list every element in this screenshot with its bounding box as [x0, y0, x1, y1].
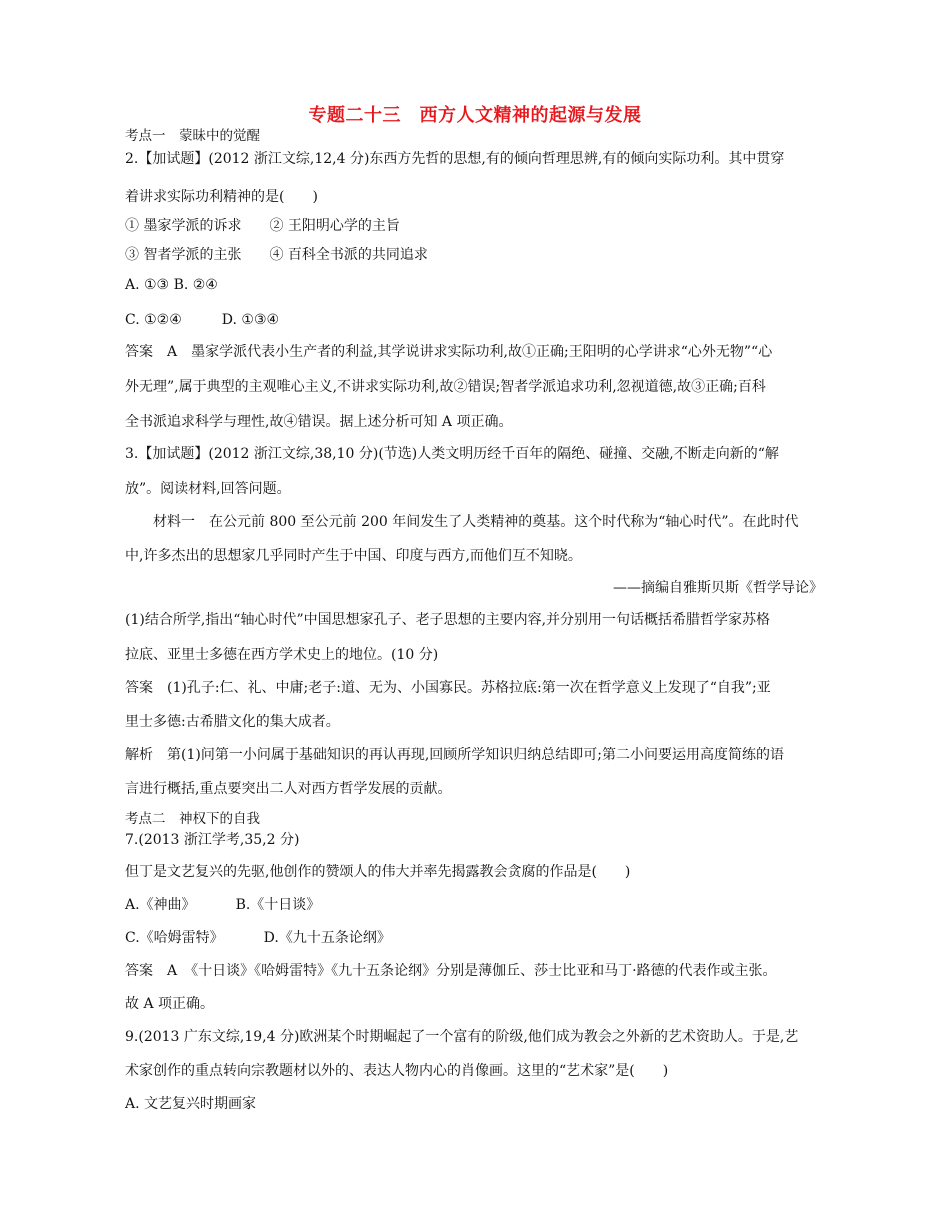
question-2-stem-line2: 着讲求实际功利精神的是( ) [125, 189, 318, 205]
question-9-stem-line2: 术家创作的重点转向宗教题材以外的、表达人物内心的肖像画。这里的“艺术家”是( ) [125, 1063, 669, 1079]
question-9-option-a: A. 文艺复兴时期画家 [125, 1096, 257, 1112]
question-3-stem-line2: 放”。阅读材料,回答问题。 [125, 481, 291, 497]
question-3-explanation-line2: 言进行概括,重点要突出二人对西方哲学发展的贡献。 [125, 781, 452, 797]
question-7-answer-line1: 答案 A 《十日谈》《哈姆雷特》《九十五条论纲》分别是薄伽丘、莎士比亚和马丁·路德的代表作或主张。 [125, 963, 777, 979]
question-2-answer-line1: 答案 A 墨家学派代表小生产者的利益,其学说讲求实际功利,故①正确;王阳明的心学讲求“心外无物”“心 [125, 344, 773, 360]
material-1-line1: 材料一 在公元前 800 至公元前 200 年间发生了人类精神的奠基。这个时代称为“轴心时代”。在此时代 [125, 514, 799, 530]
question-9-stem-line1: 9.(2013 广东文综,19,4 分)欧洲某个时期崛起了一个富有的阶级,他们成为教会之外新的艺术资助人。于是,艺 [125, 1029, 799, 1045]
material-1-line2: 中,许多杰出的思想家几乎同时产生于中国、印度与西方,而他们互不知晓。 [125, 548, 582, 564]
option-a: A.《神曲》 [125, 897, 196, 913]
question-2-options-cd [125, 311, 279, 329]
option-b: B.《十日谈》 [235, 897, 321, 913]
question-7-options-cd [125, 929, 391, 947]
question-2-items-row1 [125, 217, 400, 235]
item-3: ③ 智者学派的主张 [125, 247, 242, 263]
question-7-source: 7.(2013 浙江学考,35,2 分) [125, 832, 300, 848]
question-7-stem: 但丁是文艺复兴的先驱,他创作的赞颂人的伟大并率先揭露教会贪腐的作品是( ) [125, 864, 631, 880]
question-7-options-ab [125, 896, 320, 914]
section-heading-2: 考点二 神权下的自我 [125, 811, 260, 827]
option-d: D. ①③④ [221, 312, 280, 328]
section-heading-1: 考点一 蒙昧中的觉醒 [125, 128, 260, 144]
option-c: C.《哈姆雷特》 [125, 930, 224, 946]
option-d: D.《九十五条论纲》 [263, 930, 391, 946]
item-4: ④ 百科全书派的共同追求 [269, 247, 428, 263]
question-2-items-row2 [125, 246, 428, 264]
option-c: C. ①②④ [125, 312, 182, 328]
question-3-explanation-line1: 解析 第(1)问第一小问属于基础知识的再认再现,回顾所学知识归纳总结即可;第二小问要运用高度简练的语 [125, 747, 784, 763]
page-title: 专题二十三 西方人文精神的起源与发展 [308, 105, 642, 126]
question-2-stem-line1: 2.【加试题】(2012 浙江文综,12,4 分)东西方先哲的思想,有的倾向哲理思辨,有的倾向实际功利。其中贯穿 [125, 151, 785, 167]
question-3-answer-line2: 里士多德:古希腊文化的集大成者。 [125, 714, 340, 730]
question-3-sub1-line1: (1)结合所学,指出“轴心时代”中国思想家孔子、老子思想的主要内容,并分别用一句话概括希腊哲学家苏格 [125, 612, 771, 628]
item-1: ① 墨家学派的诉求 [125, 218, 242, 234]
question-3-sub1-line2: 拉底、亚里士多德在西方学术史上的地位。(10 分) [125, 647, 439, 663]
question-2-options-ab: A. ①③ B. ②④ [125, 277, 218, 293]
question-3-stem-line1: 3.【加试题】(2012 浙江文综,38,10 分)(节选)人类文明历经千百年的隔绝、碰撞、交融,不断走向新的“解 [125, 446, 779, 462]
material-source: ——摘编自雅斯贝斯《哲学导论》 [613, 580, 823, 596]
question-2-answer-line2: 外无理”,属于典型的主观唯心主义,不讲求实际功利,故②错误;智者学派追求功利,忽视道德,故③正确;百科 [125, 379, 766, 395]
question-3-answer-line1: 答案 (1)孔子:仁、礼、中庸;老子:道、无为、小国寡民。苏格拉底:第一次在哲学意义上发现了“自我”;亚 [125, 680, 771, 696]
item-2: ② 王阳明心学的主旨 [269, 218, 400, 234]
question-2-answer-line3: 全书派追求科学与理性,故④错误。据上述分析可知 A 项正确。 [125, 414, 513, 430]
question-7-answer-line2: 故 A 项正确。 [125, 996, 215, 1012]
